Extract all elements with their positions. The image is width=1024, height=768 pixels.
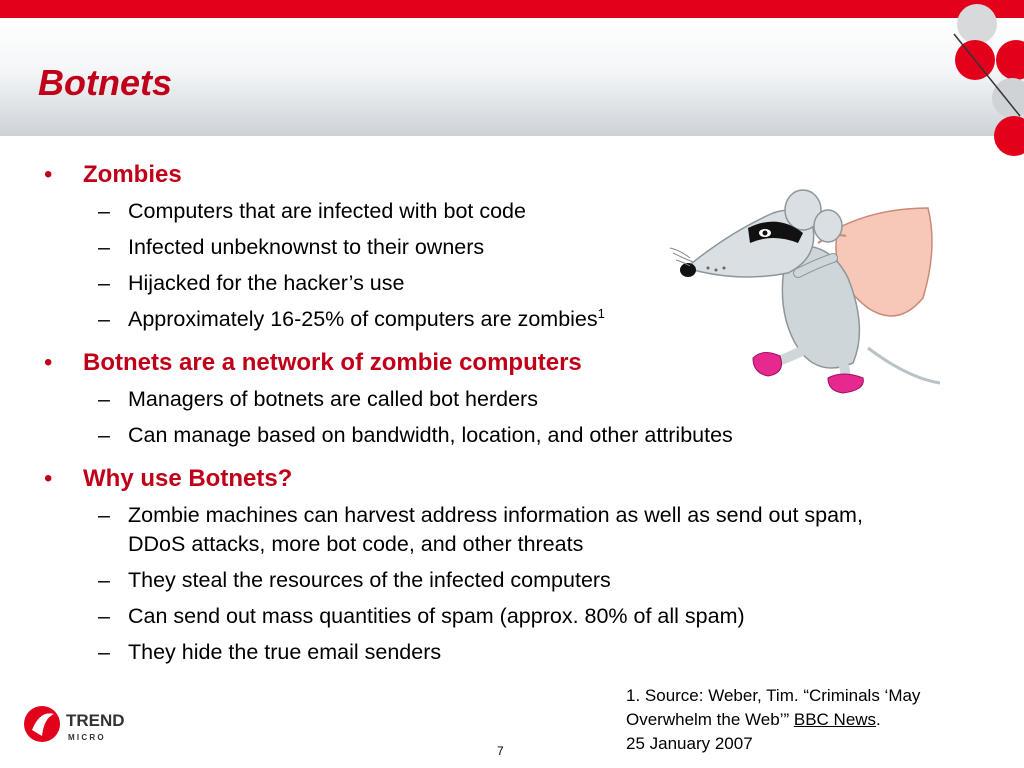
bullet-marker: • xyxy=(44,465,53,492)
bullet-marker: • xyxy=(44,349,53,376)
bbc-news-link[interactable]: BBC News xyxy=(793,710,877,729)
dash-marker: – xyxy=(98,307,110,331)
sub-item: – Approximately 16-25% of computers are zombies$^1$ xyxy=(40,305,940,334)
logo-word-trend: TREND xyxy=(66,711,125,730)
sub-item: – Computers that are infected with bot code xyxy=(40,197,940,226)
bullet-text: Zombies xyxy=(83,161,182,188)
footnote-line: Overwhelm the Web’” BBC News. xyxy=(626,710,881,729)
bullet-why-use xyxy=(40,464,940,494)
dash-marker: – xyxy=(98,271,110,295)
dash-marker: – xyxy=(98,503,110,527)
footnote-line: 25 January 2007 xyxy=(626,734,753,753)
dash-marker: – xyxy=(98,387,110,411)
sub-item: – Can send out mass quantities of spam (approx. 80% of all spam) xyxy=(40,602,940,631)
footnote-marker: 1 xyxy=(597,305,605,321)
dash-marker: – xyxy=(98,235,110,259)
top-red-bar xyxy=(0,0,1024,18)
dash-marker: – xyxy=(98,568,110,592)
sub-item: – Hijacked for the hacker’s use xyxy=(40,269,940,298)
sub-item: – They hide the true email senders xyxy=(40,638,940,667)
sub-item: – Zombie machines can harvest address information as well as send out spam, DDoS attacks, more bot code, and other threats xyxy=(98,503,863,556)
dash-marker: – xyxy=(98,640,110,664)
bullet-marker: • xyxy=(44,161,53,188)
bullet-zombies xyxy=(40,160,940,190)
logo-word-micro: M I C R O xyxy=(68,733,104,742)
dash-marker: – xyxy=(98,423,110,447)
slide-title: Botnets xyxy=(38,62,172,103)
bullet-text: Botnets are a network of zombie computers xyxy=(83,349,582,376)
dash-marker: – xyxy=(98,199,110,223)
bullet-text: Why use Botnets? xyxy=(83,465,293,492)
sub-item: – Infected unbeknownst to their owners xyxy=(40,233,940,262)
dash-marker: – xyxy=(98,604,110,628)
footnote-line: 1. Source: Weber, Tim. “Criminals ‘May xyxy=(626,686,921,705)
corner-line-decoration xyxy=(950,30,1024,120)
sub-item: – They steal the resources of the infected computers xyxy=(40,566,940,595)
rat-thief-illustration xyxy=(668,188,948,398)
footnote xyxy=(626,684,920,756)
sub-item: – Managers of botnets are called bot herders xyxy=(40,385,940,414)
trend-micro-logo xyxy=(22,700,142,748)
sub-item: – Can manage based on bandwidth, location, and other attributes xyxy=(40,421,940,450)
page-number: 7 xyxy=(497,744,504,758)
